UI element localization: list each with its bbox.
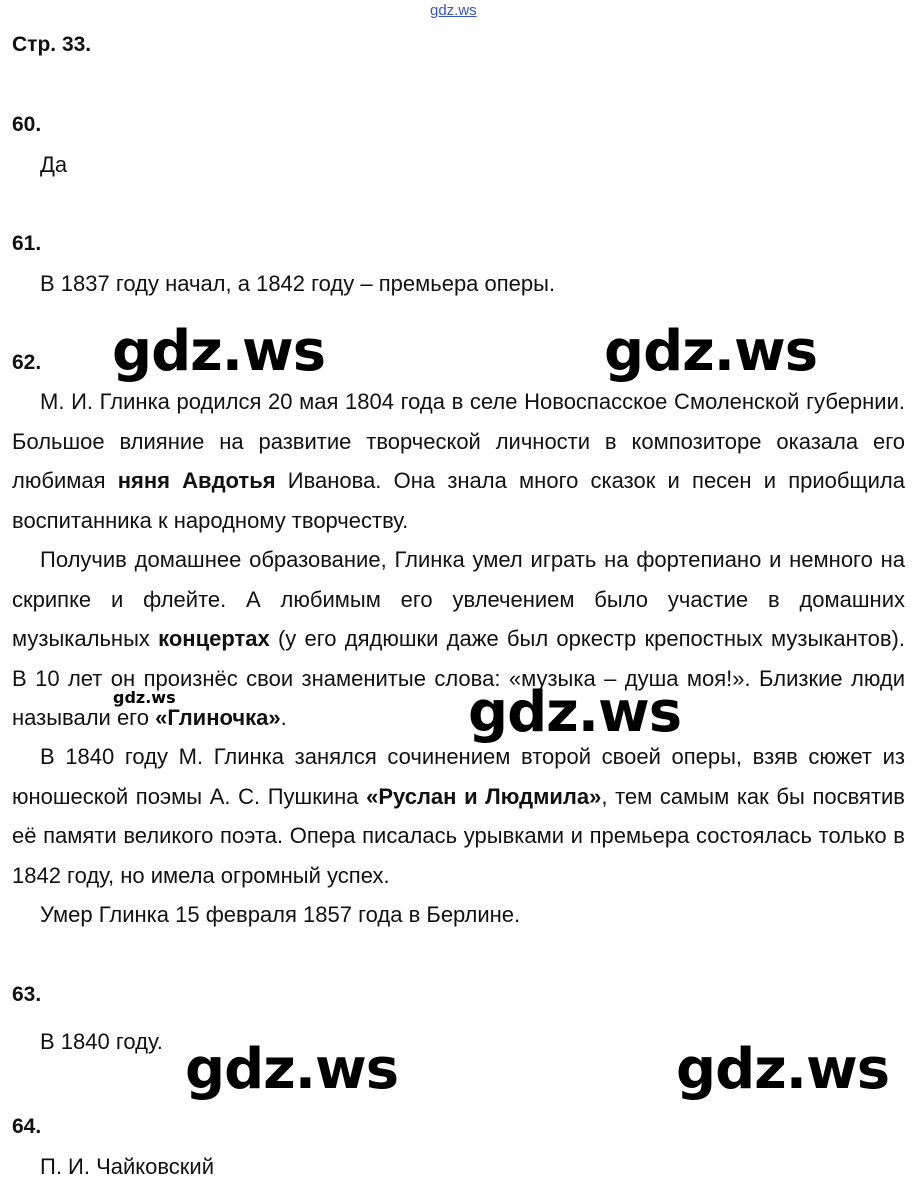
answer-62-paragraph-3: В 1840 году М. Глинка занялся сочинением второй своей оперы, взяв сюжет из юношеской поэмы А. С. Пушкина «Руслан и Людмила», тем самым как бы посвятив её памяти великого поэта. Опера писалась урывками и премьера состоялась только в 1842 году, но имела огромный успех.: [12, 744, 905, 888]
question-number-61: 61.: [12, 232, 42, 255]
bold-nickname: «Глиночка»: [155, 705, 281, 730]
answer-63: В 1840 году.: [40, 1029, 163, 1054]
bold-opera-title: «Руслан и Людмила»: [366, 783, 602, 809]
answer-61: В 1837 году начал, а 1842 году – премьера оперы.: [40, 271, 556, 296]
answer-62-paragraph-2: Получив домашнее образование, Глинка умел играть на фортепиано и немного на скрипке и флейте. А любимым его увлечением было участие в домашних музыкальных концертах (у его дядюшки даже был оркестр крепостных музыкантов). В 10 лет он произнёс свои знаменитые слова: «музыка – душа моя!». Близкие люди называли его «Глиночка».: [12, 547, 905, 730]
answer-62-paragraph-1: М. И. Глинка родился 20 мая 1804 года в селе Новоспасское Смоленской губернии. Большое влияние на развитие творческой личности в композиторе оказала его любимая няня Авдотья Иванова. Она знала много сказок и песен и приобщила воспитанника к народному творчеству.: [12, 389, 905, 533]
watermark-gdz: gdz.ws: [112, 319, 326, 384]
answer-60: Да: [40, 152, 68, 177]
watermark-gdz: gdz.ws: [676, 1037, 890, 1102]
bold-nanny: няня Авдотья: [117, 468, 276, 493]
watermark-gdz: gdz.ws: [468, 680, 682, 745]
watermark-link[interactable]: gdz.ws: [430, 2, 477, 19]
watermark-gdz: gdz.ws: [604, 319, 818, 384]
question-number-64: 64.: [12, 1115, 42, 1138]
bold-concerts: концертах: [158, 626, 270, 651]
watermark-gdz-small: gdz.ws: [113, 688, 176, 707]
page-label: Стр. 33.: [12, 33, 92, 56]
question-number-60: 60.: [12, 113, 42, 136]
answer-64: П. И. Чайковский: [40, 1154, 215, 1179]
question-number-63: 63.: [12, 983, 42, 1006]
question-number-62: 62.: [12, 351, 42, 374]
watermark-gdz: gdz.ws: [185, 1037, 399, 1102]
answer-62-paragraph-4: Умер Глинка 15 февраля 1857 года в Берлине.: [40, 902, 521, 927]
